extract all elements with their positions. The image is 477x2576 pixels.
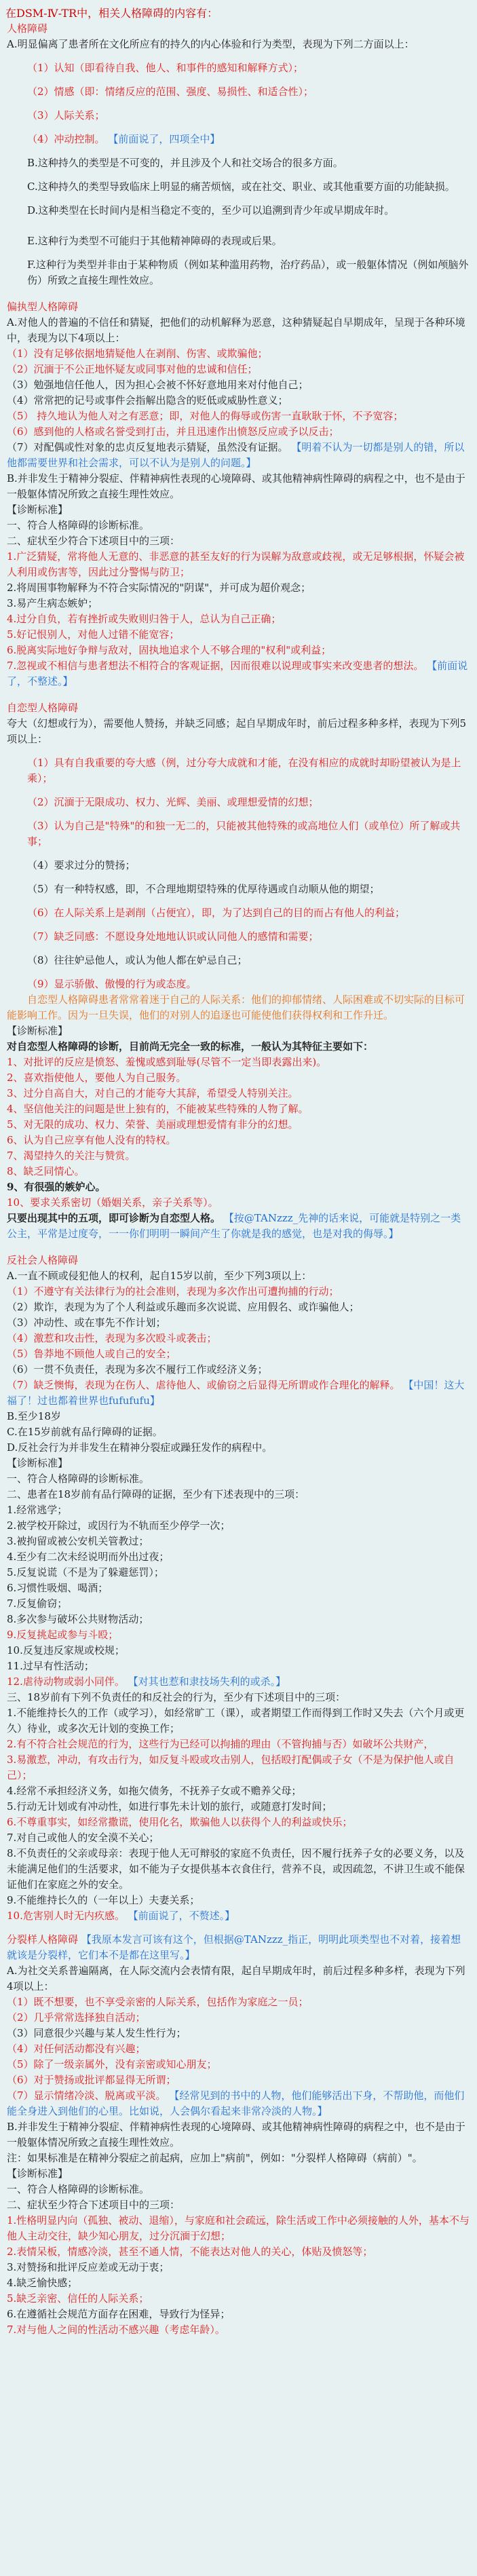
antisocial-item-5: （5）鲁莽地不顾他人或自己的安全； xyxy=(7,1348,176,1360)
paranoid-criteria-6: 4.过分自负，若有挫折或失败则归咎于人，总认为自己正确； xyxy=(7,613,282,625)
antisocial-criteria3-5: 5.行动无计划或有冲动性，如进行事先未计划的旅行，或随意打发时间； xyxy=(7,1800,332,1813)
schizoid-title-row xyxy=(0,1932,477,1963)
narcissistic-item-4: （4）要求过分的赞扬； xyxy=(27,859,136,871)
antisocial-criteria-note: 【对其也惹和隶技场失利的或杀。】 xyxy=(128,1675,286,1688)
narcissistic-para-a: 夸大（幻想或行为），需要他人赞扬，并缺乏同感；起自早期成年时，前后过程多种多样，表现为下列5项以上： xyxy=(7,717,467,745)
antisocial-criteria3-note: 【前面说了，不赘述。】 xyxy=(128,1910,235,1922)
antisocial-criteria3-10-row xyxy=(0,1908,477,1924)
intro-item-3: （3）人际关系； xyxy=(27,109,105,121)
antisocial-item-4: （4）激惹和攻击性，表现为多次殴斗或袭击； xyxy=(7,1332,217,1344)
paranoid-criteria-1: 一、符合人格障碍的诊断标准。 xyxy=(7,519,150,531)
schizoid-criteria-2: 二、症状至少符合下述项目中的三项： xyxy=(7,2199,180,2211)
paranoid-criteria-8: 6.脱离实际地好争辩与敌对，固执地追求个人不够合理的"权利"或利益； xyxy=(7,644,332,656)
schizoid-criteria-3: 1.性格明显内向（孤独、被动、退缩），与家庭和社会疏远，除生活或工作中必须接触的人外，基本不与他人主动交往，缺少知心朋友，过分沉湎于幻想； xyxy=(7,2214,470,2242)
narcissistic-criteria-7: 7、渴望持久的关注与赞赏。 xyxy=(7,1150,136,1162)
antisocial-para-a: A.一直不顾或侵犯他人的权利，起自15岁以前，至少下列3项以上： xyxy=(7,1270,312,1282)
antisocial-criteria-10: 8.多次参与破坏公共财物活动； xyxy=(7,1613,149,1625)
paranoid-criteria-7: 5.好记恨别人，对他人过错不能宽容； xyxy=(7,628,180,641)
antisocial-criteria3-8: 8.不负责任的父亲或母亲：表现于他人无可辩驳的家庭不负责任，因不履行抚养子女的必要义务，以及未能满足他们的生活要求，如不能为子女提供基本衣食住行，营养不良，或因疏忽，不讲卫生或不能保证他们在家庭之外的安全。 xyxy=(7,1847,465,1891)
schizoid-item-4: （4）对任何活动都没有兴趣； xyxy=(7,2043,146,2055)
paranoid-criteria-title: 【诊断标准】 xyxy=(7,504,69,516)
antisocial-item-7: （7）缺乏懊悔，表现为在伤人、虐待他人、或偷窃之后显得无所谓或作合理化的解释。 xyxy=(7,1379,400,1391)
schizoid-item-2: （2）几乎常常选择独自活动； xyxy=(7,2011,146,2024)
antisocial-criteria-7: 5.反复说谎（不是为了躲避惩罚）； xyxy=(7,1566,164,1578)
paranoid-item-4: （4）常常把的记号或事件会指解出隐含的贬低或威胁性意义； xyxy=(7,394,288,406)
intro-para-a: A.明显偏离了患者所在文化所应有的持久的内心体验和行为类型，表现为下列二方面以上： xyxy=(7,38,415,50)
schizoid-criteria-7: 5.缺乏亲密、信任的人际关系； xyxy=(7,2292,149,2305)
antisocial-para-d: D.反社会行为并非发生在精神分裂症或躁狂发作的病程中。 xyxy=(7,1441,273,1454)
antisocial-criteria-14-row xyxy=(0,1674,477,1690)
antisocial-criteria-9: 7.反复偷窃； xyxy=(7,1597,68,1610)
intro-para-d: D.这种类型在长时间内是相当稳定不变的，至少可以追溯到青少年或早期成年时。 xyxy=(27,204,395,216)
schizoid-title-note: 【我原本发言可该有这个，但根据@TANzzz_指正，明明此项类型也不对着，接着想就该是分裂样，它们本不是都在这里写。】 xyxy=(7,1933,461,1961)
antisocial-criteria-1: 一、符合人格障碍的诊断标准。 xyxy=(7,1473,150,1485)
narcissistic-item-9: （9）显示骄傲、傲慢的行为或态度。 xyxy=(27,978,197,990)
antisocial-criteria3-intro: 三、18岁前有下列不负责任的和反社会的行为，至少有下述项目中的三项： xyxy=(7,1691,346,1703)
antisocial-criteria-6: 4.至少有二次未经说明而外出过夜； xyxy=(7,1551,170,1563)
schizoid-criteria-title: 【诊断标准】 xyxy=(7,2167,69,2180)
narcissistic-item-2: （2）沉湎于无限成功、权力、光辉、美丽、或理想爱情的幻想； xyxy=(27,796,319,808)
paranoid-para-a: A.对他人的普遍的不信任和猜疑，把他们的动机解释为恶意，这种猜疑起自早期成年，呈现于各种环境中，表现为以下4项以上： xyxy=(7,316,465,344)
schizoid-item-7-row xyxy=(0,2088,477,2119)
paranoid-item-7: （7）对配偶或性对象的忠贞反复地表示猜疑，虽然没有证据。 xyxy=(7,441,288,453)
antisocial-criteria-2: 二、患者在18岁前有品行障碍的证据，至少有下述表现中的三项： xyxy=(7,1488,305,1500)
narcissistic-desc: 自恋型人格障碍患者常常着迷于自己的人际关系：他们的抑郁情绪、人际困难或不切实际的目标可能影响工作。因为一旦失误，他们的对别人的追逐也可能使他们获得权利和工作升迁。 xyxy=(7,993,465,1021)
intro-para-c: C.这种持久的类型导致临床上明显的痛苦烦恼，或在社交、职业、或其他重要方面的功能缺损。 xyxy=(27,181,455,193)
narcissistic-summary-row xyxy=(0,1211,477,1242)
narcissistic-criteria-2: 2、喜欢指使他人，要他人为自己服务。 xyxy=(7,1072,187,1084)
schizoid-criteria-5: 3.对赞扬和批评反应差或无动于衷； xyxy=(7,2261,170,2273)
paranoid-criteria-2: 二、症状至少符合下述项目中的三项： xyxy=(7,535,180,547)
intro-heading: 在DSM-Ⅳ-TR中，相关人格障碍的内容有： xyxy=(5,7,218,20)
narcissistic-item-5: （5）有一种特权感，即，不合理地期望特殊的优厚待遇或自动顺从他的期望； xyxy=(27,883,380,895)
paranoid-para-b: B.并非发生于精神分裂症、伴精神病性表现的心境障碍、或其他精神病性障碍的病程之中，也不是由于一般躯体情况所致之直接生理性效应。 xyxy=(7,472,465,500)
paranoid-item-7-row xyxy=(0,440,477,471)
antisocial-para-c: C.在15岁前就有品行障碍的证据。 xyxy=(7,1426,163,1438)
schizoid-criteria-8: 6.在遵循社会规范方面存在困难，导致行为怪异； xyxy=(7,2308,231,2320)
paranoid-footer-note: 【前面说了，不整述。】 xyxy=(7,660,468,687)
paranoid-item-1: （1）没有足够依据地猜疑他人在剥削、伤害、或欺骗他； xyxy=(7,347,268,360)
schizoid-item-7: （7）显示情绪冷淡、脱离或平淡。 xyxy=(7,2089,166,2102)
schizoid-item-1: （1）既不想要，也不享受亲密的人际关系，包括作为家庭之一员； xyxy=(7,1996,309,2008)
intro-item-2: （2）情感（即：情绪反应的范围、强度、易损性、和适合性）； xyxy=(27,86,314,98)
section-title-antisocial: 反社会人格障碍 xyxy=(7,1254,79,1266)
antisocial-criteria3-4: 4.经常不承担经济义务，如拖欠债务，不抚养子女或不赡养父母； xyxy=(7,1785,302,1797)
antisocial-criteria-14: 12.虐待动物或弱小同伴。 xyxy=(7,1675,125,1688)
narcissistic-summary-note: 【按@TANzzz_先神的话来说，可能就是特别之一类公主，平常是过度夸，一一你们明明一瞬间产生了你就是我的感觉，也是对我的侮辱。】 xyxy=(7,1212,461,1240)
antisocial-criteria-13: 11.过早有性活动； xyxy=(7,1660,94,1672)
intro-item-4-row xyxy=(0,132,477,147)
narcissistic-item-8: （8）往往妒忌他人，或认为他人都在妒忌自己； xyxy=(27,954,248,966)
antisocial-criteria-11: 9.反复挑起或参与斗殴； xyxy=(7,1629,119,1641)
antisocial-criteria3-1: 1.不能维持长久的工作（或学习），如经常旷工（课），或者期望工作而得到工作时又失去（六个月或更久）待业，或多次无计划的变换工作； xyxy=(7,1707,465,1735)
paranoid-criteria-9: 7.忽视或不相信与患者想法不相符合的客观证据，因而很难以说理或事实来改变患者的想法。 xyxy=(7,660,424,672)
antisocial-criteria3-3: 3.易激惹，冲动，有攻击行为，如反复斗殴或攻击别人，包括殴打配偶或子女（不是为保护他人或自己）； xyxy=(7,1754,455,1781)
paranoid-criteria-3: 1.广泛猜疑，常将他人无意的、非恶意的甚至友好的行为误解为敌意或歧视，或无足够根据，怀疑会被人利用或伤害等，因此过分警惕与防卫； xyxy=(7,550,465,578)
antisocial-item-6: （6）一贯不负责任，表现为多次不履行工作或经济义务； xyxy=(7,1363,268,1376)
antisocial-criteria-5: 3.被拘留或被公安机关管教过； xyxy=(7,1535,149,1547)
narcissistic-criteria-title: 【诊断标准】 xyxy=(7,1025,69,1037)
paranoid-item-5: （5） 持久地认为他人对之有恶意；即，对他人的侮辱或伤害一直耿耿于怀，不予宽容； xyxy=(7,410,404,422)
paranoid-side-note: 【明着不认为一切都是别人的错，所以他都需要世界和社会需求，可以不认为是别人的问题。】 xyxy=(7,441,465,469)
schizoid-item-3: （3）同意很少兴趣与某人发生性行为； xyxy=(7,2027,187,2039)
intro-para-b: B.这种持久的类型是不可变的，并且涉及个人和社交场合的很多方面。 xyxy=(27,157,343,169)
narcissistic-summary: 只要出现其中的五项，即可诊断为自恋型人格。 xyxy=(7,1212,221,1224)
paranoid-item-3: （3）勉强地信任他人，因为担心会被不怀好意地用来对付他自己； xyxy=(7,379,309,391)
paranoid-item-6: （6）感到他的人格或名誉受到打击，并且迅速作出愤怒反应或予以反击； xyxy=(7,425,339,438)
narcissistic-criteria-intro: 对自恋型人格障碍的诊断，目前尚无完全一致的标准，一般认为其特征主要如下： xyxy=(7,1040,374,1053)
schizoid-item-5: （5）除了一级亲属外，没有亲密或知心朋友； xyxy=(7,2058,217,2070)
intro-para-e: E.这种行为类型不可能归于其他精神障碍的表现或后果。 xyxy=(27,235,282,247)
antisocial-item-3: （3）冲动性、或在事先不作计划； xyxy=(7,1317,166,1329)
antisocial-criteria3-6: 6.不尊重事实，如经常撒谎，使用化名，欺骗他人以获得个人的利益或快乐； xyxy=(7,1816,353,1828)
antisocial-criteria3-9: 9.不能维持长久的（一年以上）夫妻关系； xyxy=(7,1894,200,1906)
section-title-paranoid: 偏执型人格障碍 xyxy=(7,301,79,313)
schizoid-criteria-1: 一、符合人格障碍的诊断标准。 xyxy=(7,2183,150,2195)
antisocial-criteria-8: 6.习惯性吸烟、喝酒； xyxy=(7,1582,109,1594)
antisocial-item-2: （2）欺诈，表现为为了个人利益或乐趣而多次说谎、应用假名、或诈骗他人； xyxy=(7,1301,360,1313)
schizoid-item-6: （6）对于赞扬或批评都显得无所谓； xyxy=(7,2074,176,2086)
paranoid-criteria-5: 3.易产生病态嫉妒； xyxy=(7,597,98,609)
antisocial-item-1: （1）不遵守有关法律行为的社会准则，表现为多次作出可遭拘捕的行动； xyxy=(7,1285,339,1298)
narcissistic-criteria-3: 3、过分自高自大，对自己的才能夸大其辞，希望受人特别关注。 xyxy=(7,1087,299,1099)
antisocial-criteria-4: 2.被学校开除过，或因行为不轨而至少停学一次； xyxy=(7,1519,231,1532)
schizoid-criteria-9: 7.对与他人之间的性活动不感兴趣（考虑年龄）。 xyxy=(7,2324,225,2336)
antisocial-criteria3-10: 10.危害别人时无内疚感。 xyxy=(7,1910,125,1922)
paranoid-criteria-4: 2.将周围事物解释为不符合实际情况的"阴谋"，并可成为超价观念； xyxy=(7,582,311,594)
narcissistic-criteria-9: 9、有很强的嫉妒心。 xyxy=(7,1181,106,1193)
narcissistic-criteria-8: 8、缺乏同情心。 xyxy=(7,1165,85,1177)
antisocial-criteria-title: 【诊断标准】 xyxy=(7,1457,69,1469)
antisocial-criteria-12: 10.反复违反家规或校规； xyxy=(7,1644,125,1656)
intro-item-4-note: 【前面说了，四项全中】 xyxy=(108,133,221,145)
narcissistic-item-3: （3）认为自己是"特殊"的和独一无二的，只能被其他特殊的或高地位人们（或单位）所了解或共事； xyxy=(27,820,461,848)
narcissistic-criteria-1: 1、对批评的反应是愤怒、羞愧或感到耻辱(尽管不一定当即表露出来)。 xyxy=(7,1056,327,1068)
paranoid-criteria-9-row xyxy=(0,658,477,689)
schizoid-criteria-4: 2.表情呆板，情感冷淡，甚至不通人情，不能表达对他人的关心，体贴及愤怒等； xyxy=(7,2246,373,2258)
narcissistic-item-7: （7）缺乏同感：不愿设身处地地认识或认同他人的感情和需要； xyxy=(27,930,319,943)
section-title-narcissistic: 自恋型人格障碍 xyxy=(7,702,79,714)
antisocial-criteria3-7: 7.对自己或他人的安全漠不关心； xyxy=(7,1832,159,1844)
intro-item-1: （1）认知（即看待自我、他人、和事件的感知和解释方式）； xyxy=(27,62,304,74)
antisocial-item-7-note: 【中国！这大福了！过也都着世界也fufufufu】 xyxy=(7,1379,465,1407)
schizoid-para-b: B.并非发生于精神分裂症、伴精神病性表现的心境障碍、或其他精神病性障碍的病程之中，也不是由于一般躯体情况所致之直接生理性效应。 xyxy=(7,2121,465,2148)
narcissistic-item-6: （6）在人际关系上是剥削（占便宜），即，为了达到自己的目的而占有他人的利益； xyxy=(27,907,406,919)
schizoid-bnote: 注：如果标准是在精神分裂症之前起病，应加上"病前"，例如："分裂样人格障碍（病前）"。 xyxy=(7,2152,423,2164)
antisocial-para-b: B.至少18岁 xyxy=(7,1410,61,1422)
narcissistic-criteria-6: 6、认为自己应享有他人没有的特权。 xyxy=(7,1134,176,1146)
schizoid-para-a: A.为社交关系普遍隔离，在人际交流内会表情有限，起自早期成年时，前后过程多种多样，表现为下列4项以上： xyxy=(7,1965,465,1992)
antisocial-item-7-row xyxy=(0,1378,477,1409)
intro-para-f: F.这种行为类型并非由于某种物质（例如某种滥用药物，治疗药品），或一般躯体情况（例如颅脑外伤）所致之直接生理性效应。 xyxy=(27,259,469,286)
antisocial-criteria-3: 1.经常逃学； xyxy=(7,1504,68,1516)
narcissistic-criteria-4: 4、坚信他关注的问题是世上独有的，不能被某些特殊的人物了解。 xyxy=(7,1103,309,1115)
narcissistic-item-1: （1）具有自我重要的夸大感（例，过分夸大成就和才能，在没有相应的成就时却盼望被认为是上乘）； xyxy=(27,757,461,784)
section-title-personality: 人格障碍 xyxy=(7,22,48,35)
narcissistic-criteria-5: 5、对无限的成功、权力、荣誉、美丽或理想爱情有非分的幻想。 xyxy=(7,1118,299,1131)
intro-item-4: （4）冲动控制。 xyxy=(27,133,105,145)
antisocial-criteria3-2: 2.有不符合社会规范的行为，这些行为已经可以拘捕的理由（不管拘捕与否）如破坏公共财产， xyxy=(7,1738,434,1750)
narcissistic-criteria-10: 10、要求关系密切（婚姻关系，亲子关系等）。 xyxy=(7,1196,218,1209)
section-title-schizoid: 分裂样人格障碍 xyxy=(7,1933,79,1946)
schizoid-criteria-6: 4.缺乏愉快感； xyxy=(7,2277,78,2289)
paranoid-item-2: （2）沉湎于不公正地怀疑友或同事对他的忠诚和信任； xyxy=(7,363,258,375)
schizoid-item-7-note: 【经常见到的书中的人物，他们能够活出下身，不帮助他，而他们能全身进入到他们的心里。比如说，人会偶尔看起来非常冷淡的人物。】 xyxy=(7,2089,465,2117)
